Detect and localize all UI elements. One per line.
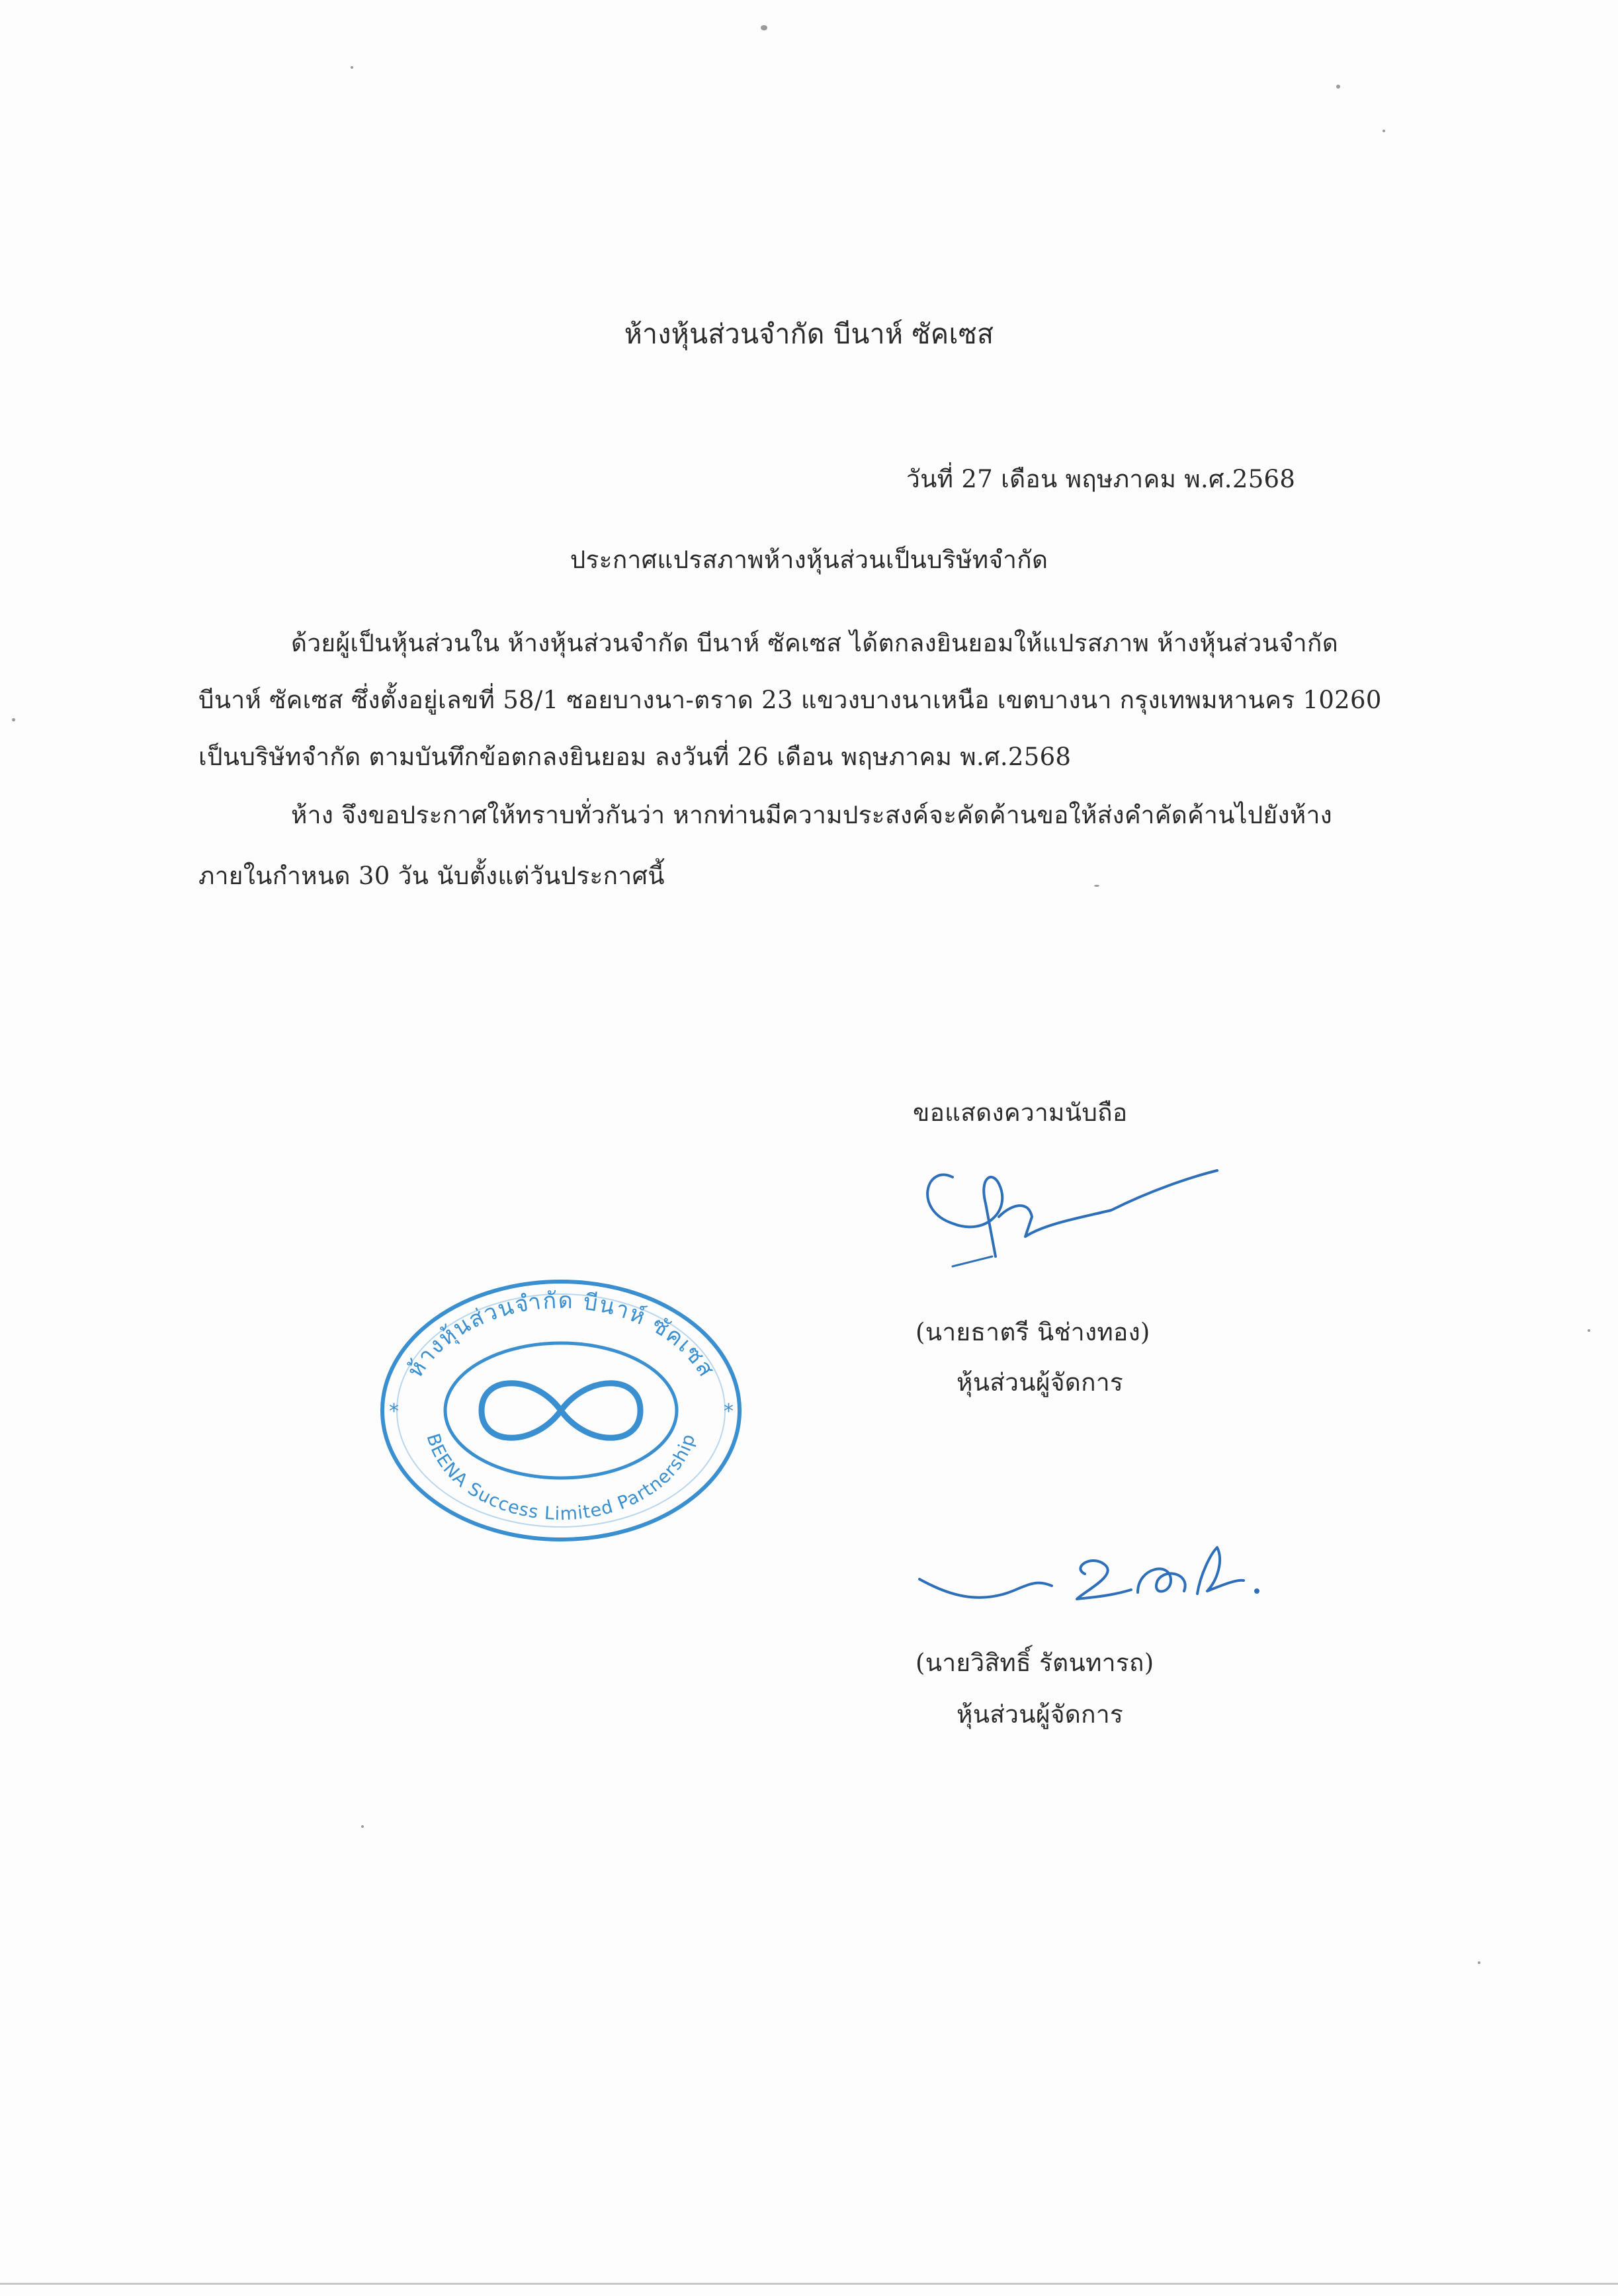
signatory-2-role: หุ้นส่วนผู้จัดการ xyxy=(957,1700,1124,1729)
scan-bottom-edge xyxy=(0,2283,1618,2285)
scan-speck xyxy=(12,718,15,721)
closing-salutation: ขอแสดงความนับถือ xyxy=(913,1098,1128,1127)
scan-speck xyxy=(1588,1329,1590,1332)
scan-speck xyxy=(1383,130,1385,132)
body-paragraph-line: ภายในกำหนด 30 วัน นับตั้งแต่วันประกาศนี้ xyxy=(198,862,665,890)
signature-2-image xyxy=(906,1528,1277,1620)
scan-speck xyxy=(1478,1961,1480,1964)
company-name-heading: ห้างหุ้นส่วนจำกัด บีนาห์ ซัคเซส xyxy=(624,318,994,350)
scan-speck xyxy=(761,25,767,30)
notice-subject: ประกาศแปรสภาพห้างหุ้นส่วนเป็นบริษัทจำกัด xyxy=(570,546,1048,574)
signature-1-image xyxy=(913,1137,1230,1296)
company-seal-stamp xyxy=(362,1268,759,1546)
signatory-1-role: หุ้นส่วนผู้จัดการ xyxy=(957,1368,1124,1397)
signatory-2-name: (นายวิสิทธิ์ รัตนทารถ) xyxy=(915,1649,1154,1677)
body-paragraph-line: บีนาห์ ซัคเซส ซึ่งตั้งอยู่เลขที่ 58/1 ซอยบางนา-ตราด 23 แขวงบางนาเหนือ เขตบางนา กรุงเทพมหานคร 10260 xyxy=(198,686,1382,714)
scan-speck xyxy=(1094,885,1099,887)
date-line: วันที่ 27 เดือน พฤษภาคม พ.ศ.2568 xyxy=(906,465,1296,493)
body-paragraph-line: เป็นบริษัทจำกัด ตามบันทึกข้อตกลงยินยอม ลงวันที่ 26 เดือน พฤษภาคม พ.ศ.2568 xyxy=(198,743,1072,771)
body-paragraph-line: ด้วยผู้เป็นหุ้นส่วนใน ห้างหุ้นส่วนจำกัด บีนาห์ ซัคเซส ได้ตกลงยินยอมให้แปรสภาพ ห้างหุ้นส่วนจำกัด xyxy=(291,629,1339,657)
svg-text:ห้างหุ้นส่วนจำกัด บีนาห์ ซัคเซ: ห้างหุ้นส่วนจำกัด บีนาห์ ซัคเซส xyxy=(402,1287,720,1383)
svg-text:*: * xyxy=(724,1400,734,1423)
svg-text:BEENA Success Limited Partners: BEENA Success Limited Partnership xyxy=(422,1431,700,1525)
body-paragraph-line: ห้าง จึงขอประกาศให้ทราบทั่วกันว่า หากท่านมีความประสงค์จะคัดค้านขอให้ส่งคำคัดค้านไปยังห้าง xyxy=(291,801,1333,829)
scan-speck xyxy=(351,66,353,69)
svg-text:*: * xyxy=(389,1400,399,1423)
scan-speck xyxy=(361,1825,364,1828)
signatory-1-name: (นายธาตรี นิช่างทอง) xyxy=(915,1318,1150,1346)
scan-speck xyxy=(1336,85,1340,89)
